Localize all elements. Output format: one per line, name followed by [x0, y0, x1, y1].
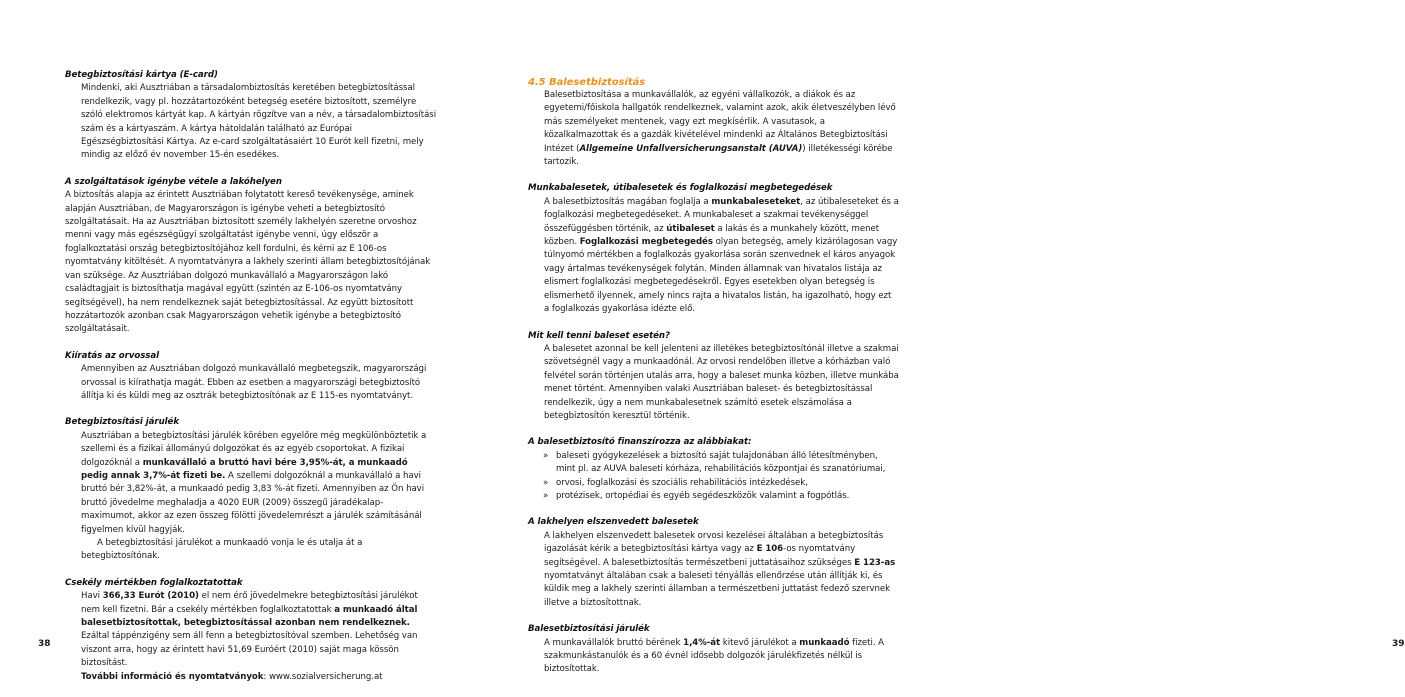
paragraph: Mindenki, aki Ausztriában a társadalombiztosítás keretében betegbiztosítással rendelkezik, vagy pl. hozzátartozóként betegség esetére biztosított, személyre szóló elektromos kártyát kap. A kártyán rögzítve van a név, a társadalombiztosítási szám és a kártyaszám. A kártya hátoldalán található az Európai Egészségbiztosítási Kártya. Az e-card szolgáltatásaiért 10 Eurót kell fizetni, mely mindig az előző év november 15-én esedékes.	[81, 83, 437, 161]
section-health-contribution	[65, 416, 437, 563]
section-sick-leave	[65, 350, 437, 404]
text: olyan betegség, amely kizárólagosan vagy túlnyomó mértékben a foglalkozás gyakorlása során szenvednek el káros anyagok vagy ártalmas tevékenységek folytán. Minden államnak van hivatalos listája az elismert foglalkozási megbetegedésekről. Egyes esetekben olyan betegség is elismerhető ilyennek, amely nincs rajta a hivatalos listán, ha igazolható, hogy ezt a foglalkozás gyakorlása idézte elő.	[544, 237, 898, 315]
section-heading: Balesetbiztosítási járulék	[528, 624, 650, 635]
left-column	[65, 69, 437, 697]
paragraph: A betegbiztosítási járulékot a munkaadó vonja le és utalja át a betegbiztosítónak.	[81, 538, 363, 562]
text: el nem érő jövedelmekre betegbiztosítási járulékot nem kell fizetni. Bár a csekély mértékben foglalkoztatottak	[81, 591, 418, 615]
bold-text: útibaleset	[666, 223, 715, 234]
section-heading: A lakhelyen elszenvedett balesetek	[528, 517, 699, 528]
text: -os nyomtatvány segítségével. A balesetbiztosítás természetbeni juttatásaihoz szükséges	[544, 544, 856, 568]
list-item: » protézisek, ortopédiai és egyéb segédeszközök valamint a fogpótlás.	[546, 490, 899, 503]
text: fizeti. A szakmunkástanulók és a 60 évnél idősebb dolgozók járulékfizetés nélkül is biztosítottak.	[544, 637, 885, 675]
section-what-to-do	[528, 330, 899, 424]
text: Ezáltal táppénzigény sem áll fenn a betegbiztosítóval szemben. Lehetőség van viszont arra, hogy az érintett havi 51,69 Euróért (2010) saját maga kössön biztosítást.	[81, 631, 418, 669]
section-heading: Mit kell tenni baleset esetén?	[528, 330, 670, 341]
bullet-list	[528, 450, 899, 504]
paragraph	[544, 196, 899, 317]
left-page	[0, 0, 480, 681]
page-number: 38	[38, 639, 51, 649]
text: , az útibaleseteket és a foglalkozási megbetegedéseket. A munkabaleset a szakmai tevékenységgel összefüggésben történik, az	[544, 196, 899, 234]
more-info-label: További információ és nyomtatványok	[81, 671, 264, 682]
section-services-residence	[65, 176, 437, 337]
paragraph: A biztosítás alapja az érintett Ausztriában folytatott kereső tevékenysége, aminek alapján Ausztriában, de Magyarországon is igénybe veheti a betegbiztosító szolgáltatásait. Ha az Ausztriában biztosított személy lakhelyén szeretne orvoshoz menni vagy más egészségügyi szolgáltatást igénybe venni, úgy először a foglalkoztatási ország betegbiztosítójához kell fordulni, és kérni az E 106-os nyomtatvány kitöltését. A nyomtatványra a lakhely szerinti állam betegbiztosítójának van szüksége. Az Ausztriában dolgozó munkavállaló a Magyarországon lakó családtagjait is biztosíthatja magával együtt (szintén az E-106-os nyomtatvány segítségével), ha nem rendelkeznek saját betegbiztosítással. Az együtt biztosított hozzátartozók azonban csak Magyarországon vehetik igénybe a betegbiztosító szolgáltatásait.	[65, 190, 431, 335]
paragraph	[81, 430, 437, 537]
section-accident-insurance	[528, 76, 899, 169]
section-heading: Kiíratás az orvossal	[65, 350, 160, 361]
section-heading: A balesetbiztosító finanszírozza az alábbiakat:	[528, 437, 752, 448]
text: ) illetékességi körébe tartozik.	[544, 143, 893, 168]
section-e-card	[65, 69, 437, 163]
paragraph	[544, 89, 899, 169]
text: A lakhelyen elszenvedett balesetek orvosi kezelései általában a betegbiztosítás igazolását kérik a betegbiztosítási kártya vagy az	[544, 530, 884, 555]
bold-text: E 106	[756, 544, 784, 555]
chapter-heading: 4.5 Balesetbiztosítás	[528, 77, 646, 88]
text: Ausztriában a betegbiztosítási járulék körében egyelőre még megkülönböztetik a szellemi és a fizikai állományú dolgozókat és az egyéb csoportokat. A fizikai dolgozóknál a	[81, 430, 427, 468]
text: Havi	[81, 591, 103, 602]
paragraph	[81, 590, 437, 670]
text: nyomtatványt általában csak a baleseti tényállás ellenőrzése után állítják ki, és küldik meg a lakhely szerinti államban a természetbeni juttatást fedező szervnek illetve a biztosítottnak.	[544, 571, 891, 608]
bold-text: a munkaadó által balesetbiztosítottak, betegbiztosítással azonban nem rendelkeznek.	[81, 604, 418, 629]
list-item: » orvosi, foglalkozási és szociális rehabilitációs intézkedések,	[546, 477, 899, 490]
section-heading: Munkabalesetek, útibalesetek és foglalkozási megbetegedések	[528, 183, 833, 194]
more-info-link[interactable]: : www.sozialversicherung.at	[263, 671, 383, 682]
section-heading: A szolgáltatások igénybe vétele a lakóhelyen	[65, 176, 282, 187]
bold-italic-text: Allgemeine Unfallversicherungsanstalt (AUVA)	[579, 143, 803, 154]
section-work-accidents	[528, 182, 899, 316]
text: a lakás és a munkahely között, menet közben.	[544, 223, 880, 248]
section-low-earners	[65, 577, 437, 684]
right-column	[528, 76, 899, 690]
more-info	[81, 671, 437, 684]
paragraph: A balesetet azonnal be kell jelenteni az illetékes betegbiztosítónál illetve a szakmai szövetségnél vagy a munkaadónál. Az orvosi rendelőben illetve a kórházban való felvétel során történjen utalás arra, hogy a baleset munka közben, illetve munkába menet történt. Amennyiben valaki Ausztriában baleset- és betegbiztosítással rendelkezik, úgy a nem munkabalesetnek számító esetek elszámolása a betegbiztosítón keresztül történik.	[544, 343, 899, 421]
section-residence-accidents	[528, 516, 899, 610]
bold-text: munkabaleseteket	[711, 196, 801, 207]
text: A balesetbiztosítás magában foglalja a	[544, 196, 712, 207]
bold-text: 1,4%-át	[683, 637, 721, 648]
list-item: » baleseti gyógykezelések a biztosító saját tulajdonában álló létesítményben, mint pl. az AUVA baleseti kórháza, rehabilitációs központjai és szanatóriumai,	[546, 450, 899, 477]
bold-text: 366,33 Eurót (2010)	[102, 591, 199, 602]
text: Balesetbiztosítása a munkavállalók, az egyéni vállalkozók, a diákok és az egyetemi/főiskola hallgatók rendelkeznek, valamint azok, akik életveszélyben lévő más személyeket mentenek, vagy ezt megkísérlik. A vasutasok, a közalkalmazottak és a gazdák kivételével mindenki az Általános Betegbiztosítási Intézet (	[544, 90, 896, 154]
text: kitevő járulékot a	[720, 637, 800, 648]
text: A szellemi dolgozóknál a munkavállaló a havi bruttó bér 3,82%-át, a munkaadó pedig 3,83 %-át fizeti. Amennyiben az Ön havi bruttó jövedelme meghaladja a 4020 EUR (2009) összegű járadékalap-maximumot, akkor az ezen összeg fölötti jövedelemrészt a járulék számításánál figyelmen kívül hagyják.	[81, 470, 425, 535]
paragraph: Amennyiben az Ausztriában dolgozó munkavállaló megbetegszik, magyarországi orvossal is kiírathatja magát. Ebben az esetben a magyarországi betegbiztosító állítja ki és küldi meg az osztrák betegbiztosítónak az E 115-es nyomtatványt.	[81, 364, 427, 401]
section-financed	[528, 436, 899, 503]
section-heading: Csekély mértékben foglalkoztatottak	[65, 577, 243, 588]
paragraph	[544, 637, 899, 677]
section-heading: Betegbiztosítási kártya (E-card)	[65, 70, 218, 80]
text: A munkavállalók bruttó bérének	[544, 637, 684, 648]
section-heading: Betegbiztosítási járulék	[65, 417, 179, 428]
bold-text: E 123-as	[854, 557, 896, 568]
bold-text: munkavállaló a bruttó havi bére 3,95%-át, a munkaadó pedig annak 3,7%-át fizeti be.	[81, 457, 408, 481]
bold-text: Foglalkozási megbetegedés	[579, 237, 713, 248]
page-number: 39	[1392, 639, 1405, 649]
section-accident-contribution	[528, 623, 899, 677]
paragraph	[544, 530, 899, 610]
bold-text: munkaadó	[799, 637, 850, 648]
